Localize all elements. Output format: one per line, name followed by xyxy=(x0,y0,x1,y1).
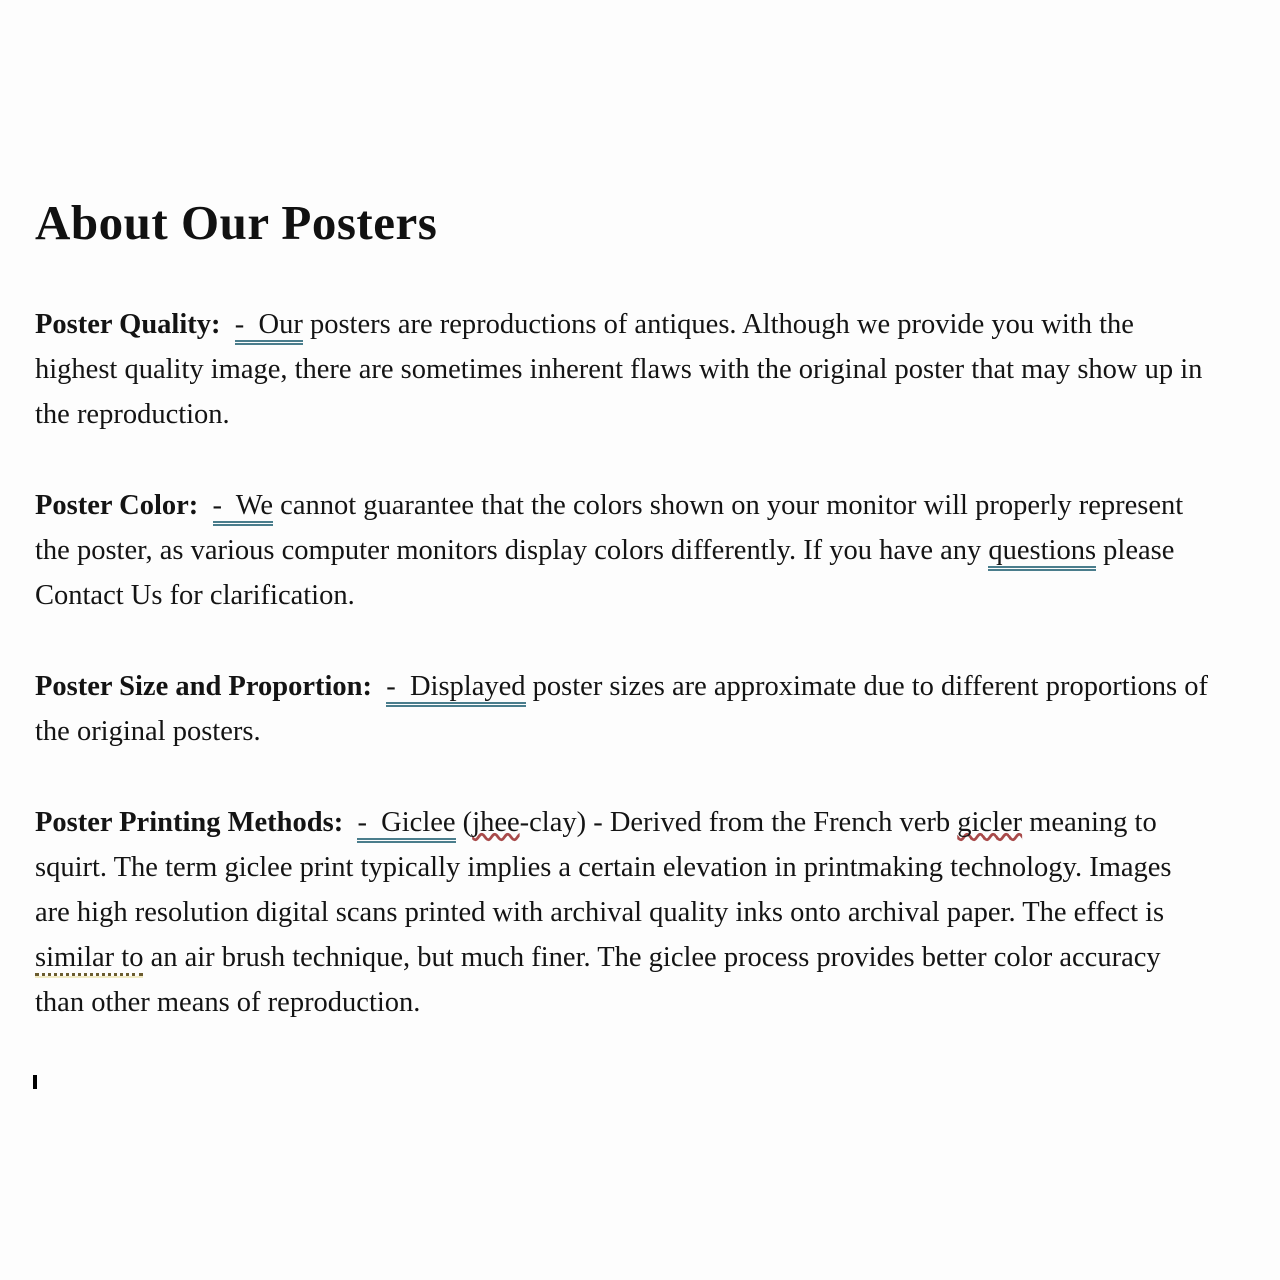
double-underlined-text: - Giclee xyxy=(357,807,455,843)
text-run: posters are reproductions of antiques. Although we provide you with the highest quality image, there are sometimes inherent flaws with the original poster that may show up in the reproduction. xyxy=(35,308,1210,430)
page-title: About Our Posters xyxy=(35,195,438,250)
grammar-flagged-phrase: similar to xyxy=(35,942,143,976)
text-run: ( xyxy=(455,806,473,838)
double-underlined-text: - We xyxy=(213,490,274,526)
misspelled-word: gicler xyxy=(957,806,1023,838)
double-underlined-text: - Displayed xyxy=(386,671,525,707)
misspelled-word: jhee xyxy=(472,806,520,838)
paragraph-poster-quality xyxy=(35,302,1211,437)
text-run xyxy=(198,490,212,521)
bold-lead-in: Poster Printing Methods: xyxy=(35,806,344,838)
document-body xyxy=(35,302,1216,1025)
paragraph-poster-color xyxy=(35,483,1211,618)
double-underlined-text: - Our xyxy=(235,309,303,345)
text-run: -clay) - Derived from the French verb xyxy=(519,806,958,838)
text-run: meaning to squirt. The term giclee print typically implies a certain elevation in printmaking technology. Images are high resolution digital scans printed with archival quality inks onto archival paper. The effect is xyxy=(35,806,1179,928)
text-run: an air brush technique, but much finer. The giclee process provides better color accuracy than other means of reproduction. xyxy=(35,941,1168,1018)
text-run: please Contact Us for clarification. xyxy=(35,534,1182,611)
text-run xyxy=(372,671,386,702)
bold-lead-in: Poster Size and Proportion: xyxy=(35,670,372,702)
bold-lead-in: Poster Color: xyxy=(35,489,199,521)
text-run: poster sizes are approximate due to different proportions of the original posters. xyxy=(35,670,1216,747)
double-underlined-text: questions xyxy=(988,535,1096,571)
paragraph-poster-size-and-proportion xyxy=(35,664,1216,754)
text-run: cannot guarantee that the colors shown on your monitor will properly represent the poster, as various computer monitors display colors differently. If you have any xyxy=(35,489,1191,566)
bold-lead-in: Poster Quality: xyxy=(35,308,221,340)
text-cursor-mark xyxy=(33,1075,37,1089)
text-run xyxy=(221,309,235,340)
paragraph-poster-printing-methods xyxy=(35,800,1211,1025)
text-run xyxy=(343,807,357,838)
